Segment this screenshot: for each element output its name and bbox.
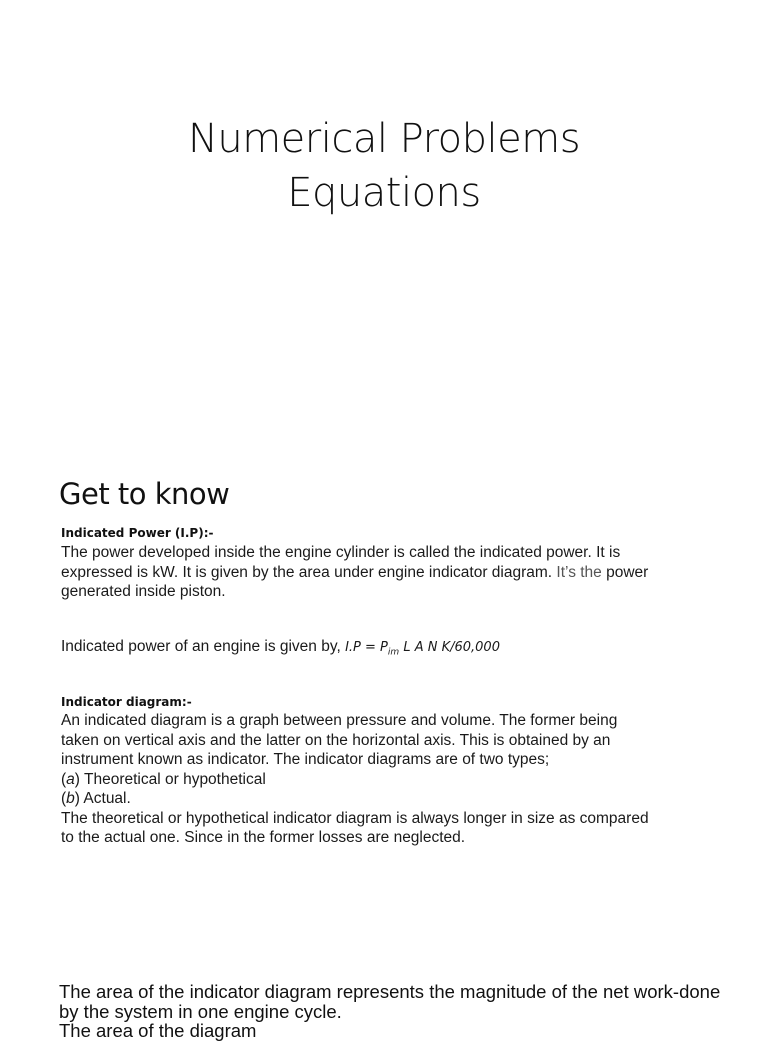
bottom-paragraph-line-1: The area of the indicator diagram represents the magnitude of the net work-done by the system in one engine cycle. xyxy=(59,981,721,1022)
indicator-diagram-heading: Indicator diagram:- xyxy=(61,695,192,709)
page-title xyxy=(0,112,768,220)
indicated-power-formula xyxy=(345,640,500,658)
type-b-text: Actual. xyxy=(83,790,131,807)
formula-rhs: L A N K/60,000 xyxy=(403,640,500,655)
indicated-power-paragraph xyxy=(61,543,651,602)
indicator-diagram-body: An indicated diagram is a graph between pressure and volume. The former being taken on vertical axis and the latter on the horizontal axis. This is obtained by an instrument known as indicator. The indicator diagrams are of two types; xyxy=(61,712,618,768)
type-b-item: (b) Actual. xyxy=(61,790,131,807)
type-a-item: (a) Theoretical or hypothetical xyxy=(61,770,266,788)
title-line-2: Equations xyxy=(287,170,481,216)
formula-intro: Indicated power of an engine is given by, xyxy=(61,638,341,655)
bottom-paragraph xyxy=(59,982,739,1041)
formula-lhs: I.P = P xyxy=(345,640,388,655)
indicated-power-body: The power developed inside the engine cylinder is called the indicated power. It is expressed is kW. It is given by the area under engine indicator diagram. xyxy=(61,544,621,581)
formula-line xyxy=(61,637,681,663)
formula-subscript: im xyxy=(387,647,400,658)
type-a-letter: a xyxy=(66,770,75,788)
bottom-paragraph-line-2: The area of the diagram xyxy=(59,1020,257,1041)
indicated-power-body-end: power generated inside piston. xyxy=(61,563,649,600)
indicator-diagram-paragraph xyxy=(61,711,651,848)
title-line-1: Numerical Problems xyxy=(187,116,581,162)
indicator-diagram-closing: The theoretical or hypothetical indicator diagram is always longer in size as compared to the actual one. Since in the former losses are neglected. xyxy=(61,809,649,846)
indicated-power-heading: Indicated Power (I.P):- xyxy=(61,526,214,540)
section-heading: Get to know xyxy=(59,477,230,511)
type-a-text: Theoretical or hypothetical xyxy=(84,770,266,788)
indicated-power-body-soft: It’s the xyxy=(556,563,602,581)
type-b-letter: b xyxy=(66,790,75,807)
